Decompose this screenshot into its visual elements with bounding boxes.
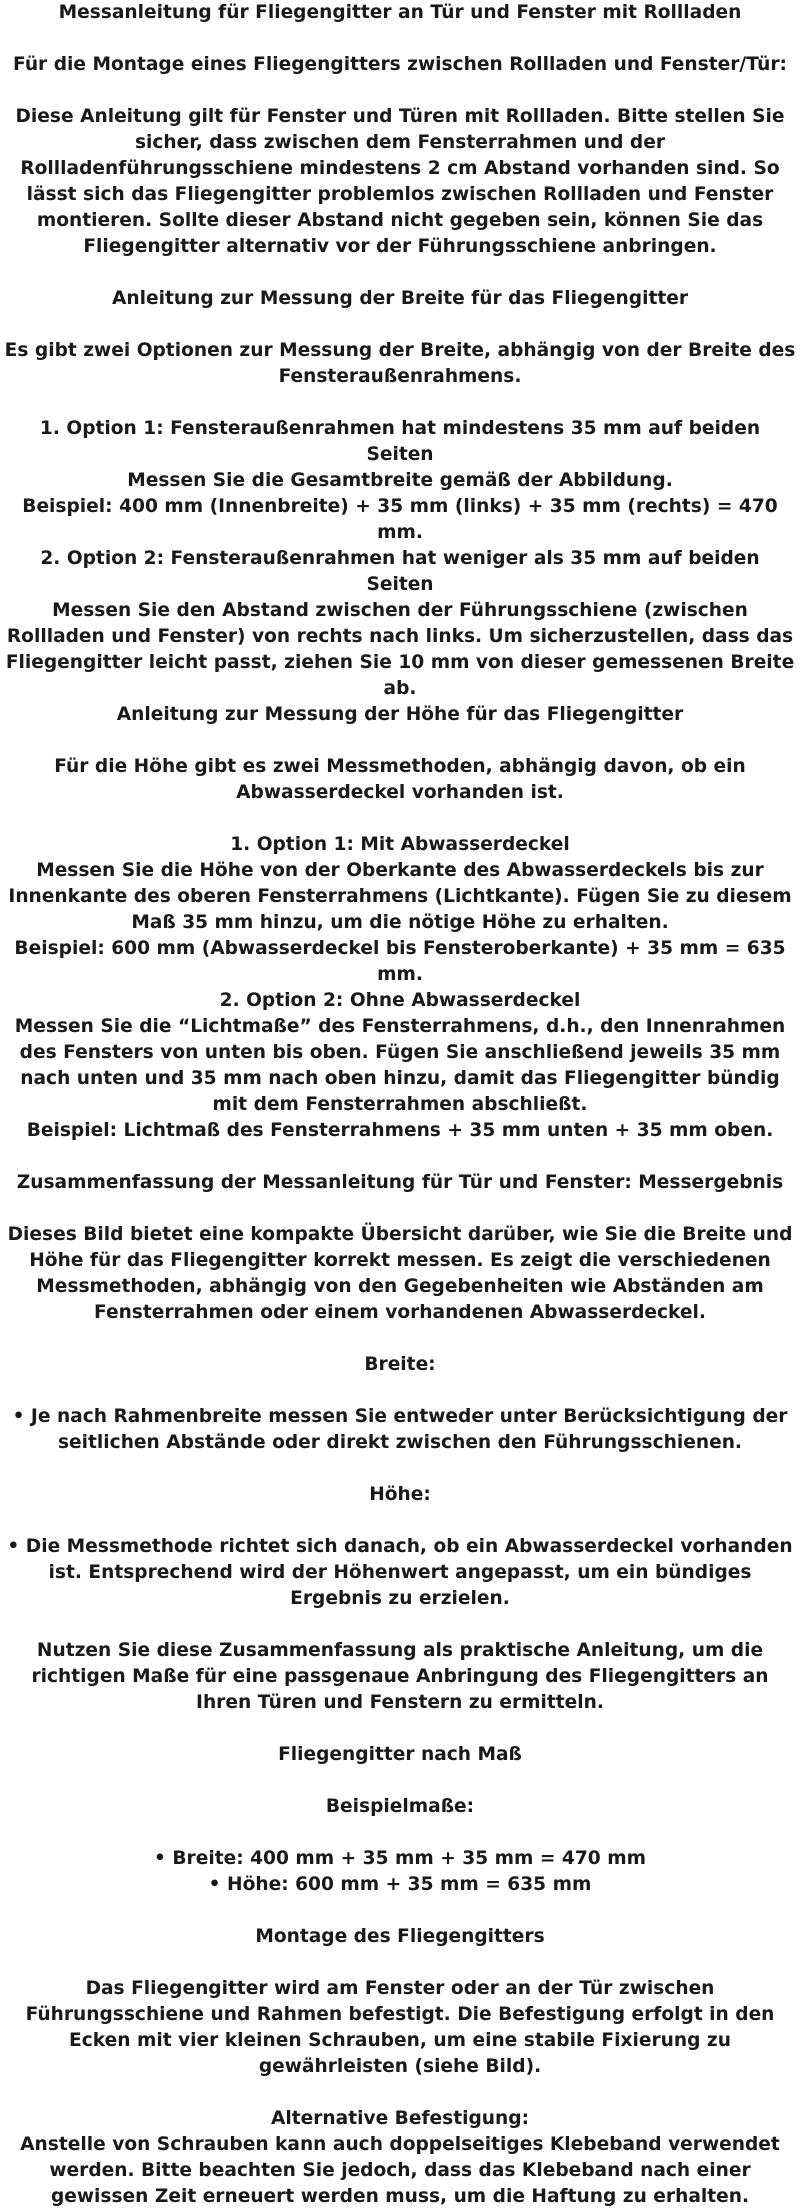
height-heading: Anleitung zur Messung der Höhe für das Fliegengitter (116, 704, 684, 725)
beispielmasse-label: Beispielmaße: (325, 1796, 475, 1817)
spacer (4, 1612, 796, 1638)
spacer (4, 78, 796, 104)
montage-paragraph: Das Fliegengitter wird am Fenster oder an der Tür zwischen Führungsschiene und Rahmen befestigt. Die Befestigung erfolgt in den Ecken mit vier kleinen Schrauben, um eine stabile Fixierung zu gewährleisten (siehe Bild). (25, 1978, 775, 2077)
breite-label: Breite: (364, 1354, 436, 1375)
height-option2-example: Beispiel: Lichtmaß des Fensterrahmens + 35 mm unten + 35 mm oben. (26, 1120, 774, 1141)
alternative-paragraph: Anstelle von Schrauben kann auch doppelseitiges Klebeband verwendet werden. Bitte beachten Sie jedoch, dass das Klebeband nach einer gewissen Zeit erneuert werden muss, um die Haftung zu erhalten. (20, 2134, 780, 2207)
width-heading: Anleitung zur Messung der Breite für das Fliegengitter (111, 288, 689, 309)
hoehe-bullet: • Die Messmethode richtet sich danach, ob ein Abwasserdeckel vorhanden ist. Entsprechend wird der Höhenwert angepasst, um ein bündiges Ergebnis zu erzielen. (7, 1536, 793, 1609)
width-option2-title: 2. Option 2: Fensteraußenrahmen hat weniger als 35 mm auf beiden Seiten (40, 548, 760, 595)
summary-paragraph: Dieses Bild bietet eine kompakte Übersicht darüber, wie Sie die Breite und Höhe für das Fliegengitter korrekt messen. Es zeigt die verschiedenen Messmethoden, abhängig von den Gegebenheiten wie Abständen am Fensterrahmen oder einem vorhandenen Abwasserdeckel. (7, 1224, 793, 1323)
spacer (4, 1456, 796, 1482)
height-option2-title: 2. Option 2: Ohne Abwasserdeckel (219, 990, 581, 1011)
width-option1-example: Beispiel: 400 mm (Innenbreite) + 35 mm (links) + 35 mm (rechts) = 470 mm. (22, 496, 778, 543)
spacer (4, 2080, 796, 2106)
beispiel-breite: • Breite: 400 mm + 35 mm + 35 mm = 470 mm (154, 1848, 646, 1869)
spacer (4, 1508, 796, 1534)
height-option1-example: Beispiel: 600 mm (Abwasserdeckel bis Fensteroberkante) + 35 mm = 635 mm. (14, 938, 786, 985)
alternative-title: Alternative Befestigung: (270, 2108, 530, 2129)
width-option1-text: Messen Sie die Gesamtbreite gemäß der Abbildung. (127, 470, 673, 491)
height-option2-text: Messen Sie die “Lichtmaße” des Fensterrahmens, d.h., den Innenrahmen des Fensters von unten bis oben. Fügen Sie anschließend jeweils 35 mm nach unten und 35 mm nach oben hinzu, damit das Fliegengitter bündig mit dem Fensterrahmen abschließt. (14, 1016, 786, 1115)
width-option2-text: Messen Sie den Abstand zwischen der Führungsschiene (zwischen Rollladen und Fenster) von rechts nach links. Um sicherzustellen, dass das Fliegengitter leicht passt, ziehen Sie 10 mm von dieser gemessenen Breite ab. (5, 600, 795, 699)
breite-bullet: • Je nach Rahmenbreite messen Sie entweder unter Berücksichtigung der seitlichen Abstände oder direkt zwischen den Führungsschienen. (12, 1406, 788, 1453)
spacer (4, 1378, 796, 1404)
height-option1-title: 1. Option 1: Mit Abwasserdeckel (230, 834, 570, 855)
nach-mass-heading: Fliegengitter nach Maß (278, 1744, 522, 1765)
spacer (4, 1144, 796, 1170)
hoehe-label: Höhe: (369, 1484, 431, 1505)
summary-heading: Zusammenfassung der Messanleitung für Tür und Fenster: Messergebnis (16, 1172, 784, 1193)
spacer (4, 1716, 796, 1742)
spacer (4, 1326, 796, 1352)
spacer (4, 1196, 796, 1222)
spacer (4, 1950, 796, 1976)
nutzen-paragraph: Nutzen Sie diese Zusammenfassung als praktische Anleitung, um die richtigen Maße für eine passgenaue Anbringung des Fliegengitters an Ihren Türen und Fenstern zu ermitteln. (31, 1640, 769, 1713)
spacer (4, 728, 796, 754)
beispiel-hoehe: • Höhe: 600 mm + 35 mm = 635 mm (208, 1874, 592, 1895)
intro-paragraph: Diese Anleitung gilt für Fenster und Türen mit Rollladen. Bitte stellen Sie sicher, dass zwischen dem Fensterrahmen und der Rollladenführungsschiene mindestens 2 cm Abstand vorhanden sind. So lässt sich das Fliegengitter problemlos zwischen Rollladen und Fenster montieren. Sollte dieser Abstand nicht gegeben sein, können Sie das Fliegengitter alternativ vor der Führungsschiene anbringen. (15, 106, 785, 257)
spacer (4, 312, 796, 338)
width-option1-title: 1. Option 1: Fensteraußenrahmen hat mindestens 35 mm auf beiden Seiten (39, 418, 761, 465)
spacer (4, 390, 796, 416)
spacer (4, 806, 796, 832)
spacer (4, 1898, 796, 1924)
height-intro: Für die Höhe gibt es zwei Messmethoden, abhängig davon, ob ein Abwasserdeckel vorhanden ist. (54, 756, 746, 803)
spacer (4, 1820, 796, 1846)
height-option1-text: Messen Sie die Höhe von der Oberkante des Abwasserdeckels bis zur Innenkante des oberen Fensterrahmens (Lichtkante). Fügen Sie zu diesem Maß 35 mm hinzu, um die nötige Höhe zu erhalten. (8, 860, 792, 933)
spacer (4, 260, 796, 286)
montage-title: Montage des Fliegengitters (255, 1926, 545, 1947)
document-title: Messanleitung für Fliegengitter an Tür und Fenster mit Rollladen (58, 2, 742, 23)
spacer (4, 1768, 796, 1794)
width-intro: Es gibt zwei Optionen zur Messung der Breite, abhängig von der Breite des Fensteraußenrahmens. (4, 340, 796, 387)
spacer (4, 26, 796, 52)
montage-heading: Für die Montage eines Fliegengitters zwischen Rollladen und Fenster/Tür: (13, 54, 787, 75)
